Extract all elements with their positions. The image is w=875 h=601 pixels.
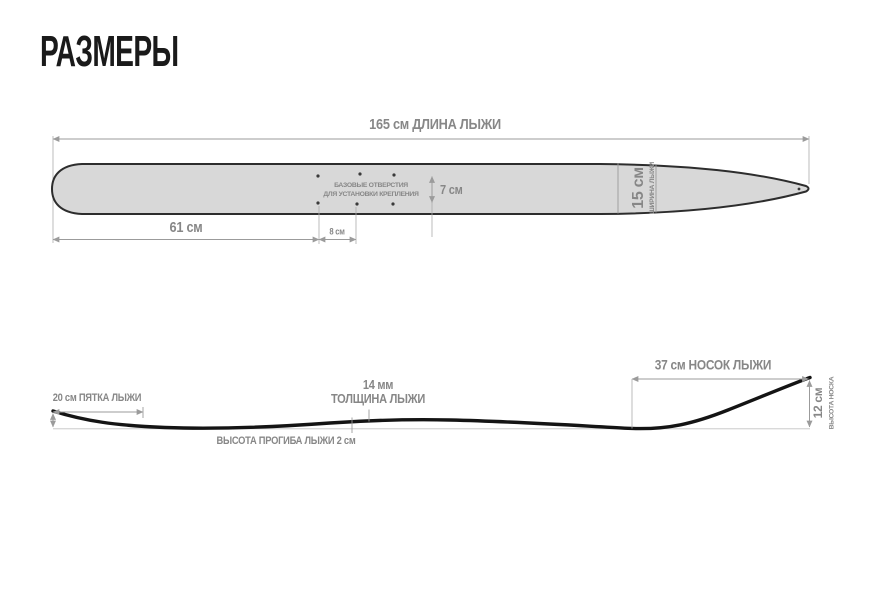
- width-caption-label: ШИРИНА ЛЫЖИ: [649, 162, 656, 214]
- binding-hole: [316, 201, 319, 204]
- thickness-caption-label: ТОЛЩИНА ЛЫЖИ: [330, 391, 426, 407]
- heel-label: 20 см ПЯТКА ЛЫЖИ: [52, 392, 142, 405]
- nose-label: 37 см НОСОК ЛЫЖИ: [654, 356, 772, 373]
- binding-hole: [391, 202, 394, 205]
- holes-note-line2: ДЛЯ УСТАНОВКИ КРЕПЛЕНИЯ: [323, 191, 419, 198]
- binding-hole: [358, 172, 361, 175]
- holes-note-line1: БАЗОВЫЕ ОТВЕРСТИЯ: [334, 182, 408, 189]
- hole-row-gap-label: 7 см: [440, 182, 463, 198]
- binding-hole: [355, 202, 358, 205]
- binding-hole: [392, 173, 395, 176]
- ski-top-outline: [52, 164, 809, 214]
- thickness-value-label: 14 мм: [362, 377, 394, 393]
- page-title: РАЗМЕРЫ: [40, 27, 179, 76]
- hole-spacing-label: 8 см: [329, 225, 345, 237]
- camber-label: ВЫСОТА ПРОГИБА ЛЫЖИ 2 см: [216, 435, 356, 448]
- ski-profile-curve: [53, 378, 810, 429]
- tip-hole: [798, 188, 801, 191]
- nose-height-value-label: 12 см: [811, 387, 825, 419]
- top-view: [52, 115, 809, 244]
- side-view: [53, 357, 836, 448]
- tail-to-holes-label: 61 см: [169, 217, 203, 236]
- nose-height-caption-label: ВЫСОТА НОСКА: [828, 376, 836, 430]
- width-value-label: 15 см: [630, 167, 647, 209]
- length-label: 165 см ДЛИНА ЛЫЖИ: [369, 114, 501, 133]
- binding-hole: [316, 174, 319, 177]
